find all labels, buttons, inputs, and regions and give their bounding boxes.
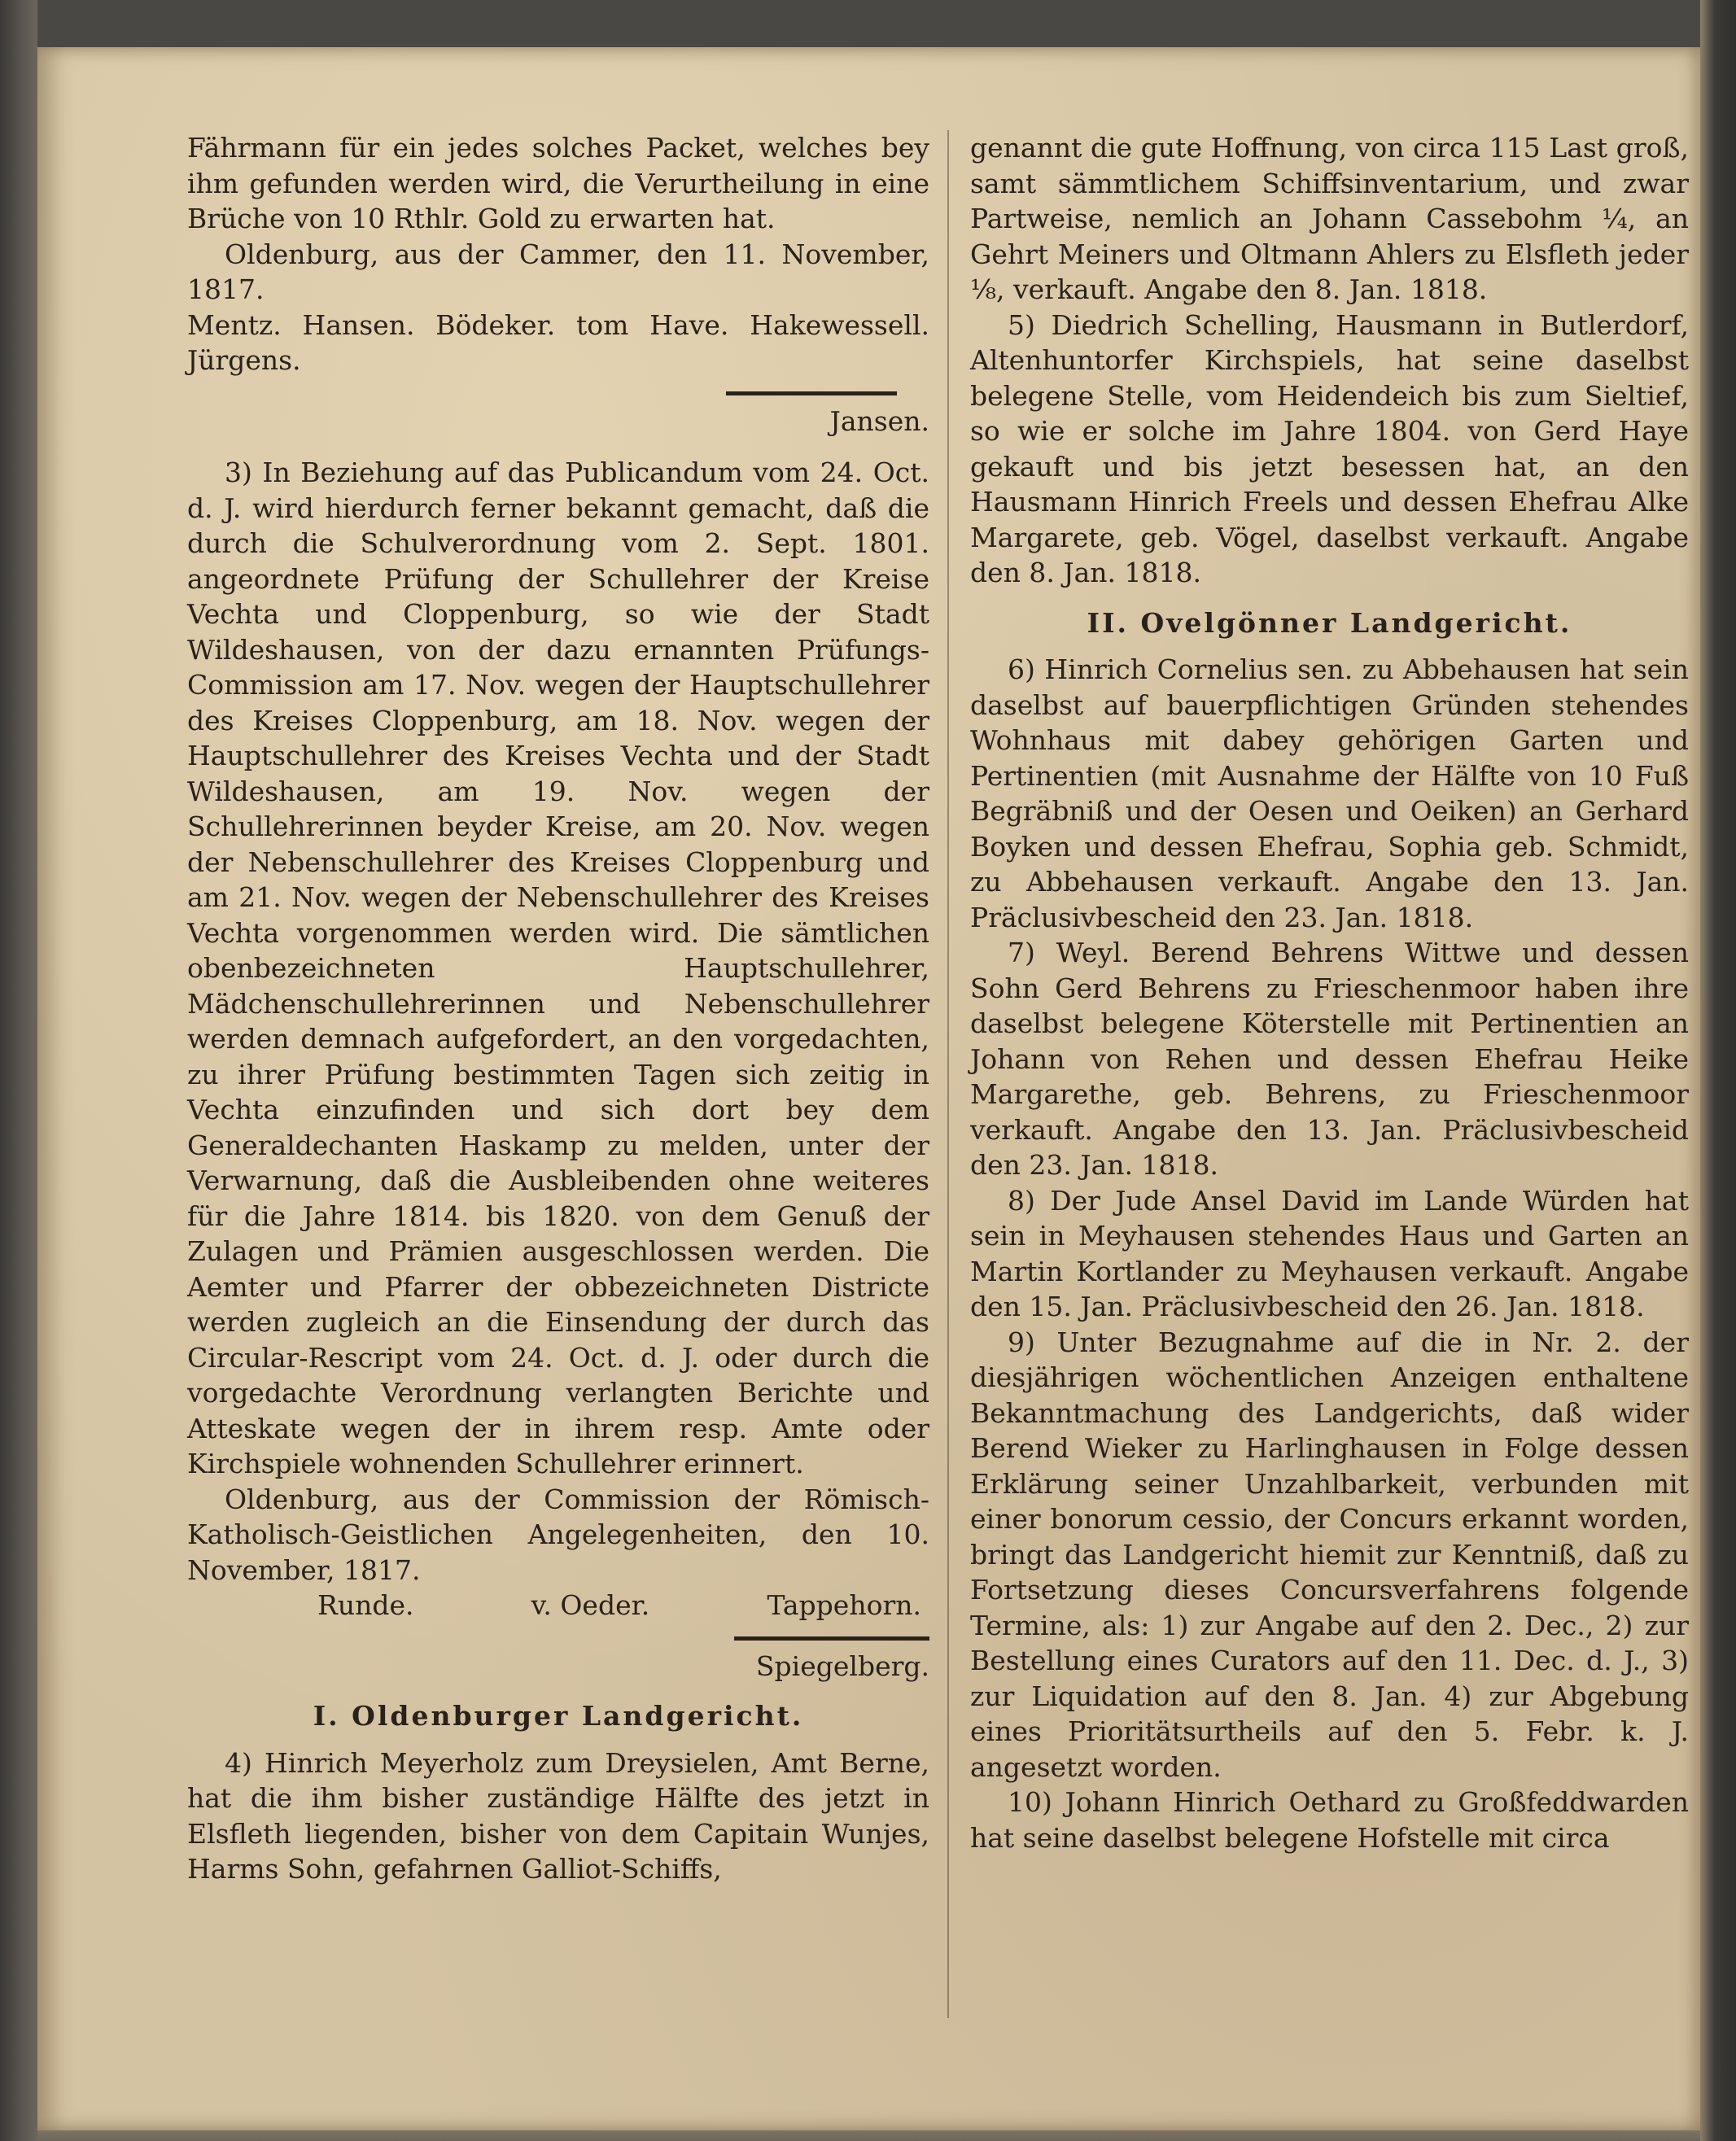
section-heading-ii: II. Ovelgönner Landgericht. [1087, 606, 1572, 639]
paragraph-3: 3) In Beziehung auf das Publicandum vom 24. Oct. d. J. wird hierdurch ferner bekannt gemacht, daß die durch die Schulverordnung vom 2. Sept. 1801. angeordnete Prüfung der Schullehrer der Kreise Vechta und Cloppenburg, so wie der Stadt Wildeshausen, von der dazu ernannten Prüfungs-Commission am 17. Nov. wegen der Hauptschullehrer des Kreises Cloppenburg, am 18. Nov. wegen der Hauptschullehrer des Kreises Vechta und der Stadt Wildeshausen, am 19. Nov. wegen der Schullehrerinnen beyder Kreise, am 20. Nov. wegen der Nebenschullehrer des Kreises Cloppenburg und am 21. Nov. wegen der Nebenschullehrer des Kreises Vechta vorgenommen werden wird. Die sämtlichen obenbezeichneten Hauptschullehrer, Mädchenschullehrerinnen und Nebenschullehrer werden demnach aufgefordert, an den vorgedachten, zu ihrer Prüfung bestimmten Tagen sich zeitig in Vechta einzufinden und sich dort bey dem Generaldechanten Haskamp zu melden, unter der Verwarnung, daß die Ausbleibenden ohne weiteres für die Jahre 1814. bis 1820. von dem Genuß der Zulagen und Prämien ausgeschlossen werden. Die Aemter und Pfarrer der obbezeichneten Districte werden zugleich an die Einsendung der durch das Circular-Rescript vom 24. Oct. d. J. oder durch die vorgedachte Verordnung verlangten Berichte und Atteskate wegen der in ihrem resp. Amte oder Kirchspiele wohnenden Schullehrer erinnert. [187, 457, 929, 1479]
book-spine-edge [0, 0, 37, 2141]
paragraph-7: 7) Weyl. Berend Behrens Wittwe und dessen Sohn Gerd Behrens zu Frieschenmoor haben ihre daselbst belegene Köterstelle mit Pertinentien an Johann von Rehen und dessen Ehefrau Heike Margarethe, geb. Behrens, zu Frieschenmoor verkauft. Angabe den 13. Jan. Präclusivbescheid den 23. Jan. 1818. [970, 937, 1689, 1181]
paragraph-9: 9) Unter Bezugnahme auf die in Nr. 2. der diesjährigen wöchentlichen Anzeigen enthaltene Bekanntmachung des Landgerichts, daß wider Berend Wieker zu Harlinghausen in Folge dessen Erklärung seiner Unzahlbarkeit, verbunden mit einer bonorum cessio, der Concurs erkannt worden, bringt das Landgericht hiemit zur Kenntniß, daß zu Fortsetzung dieses Concursverfahrens folgende Termine, als: 1) zur Angabe auf den 2. Dec., 2) zur Bestellung eines Curators auf den 11. Dec. d. J., 3) zur Liquidation auf den 8. Jan. 4) zur Abgebung eines Prioritätsurtheils auf den 5. Febr. k. J. angesetzt worden. [970, 1326, 1689, 1783]
signer-right: Jansen. [829, 404, 929, 437]
section-heading-i: I. Oldenburger Landgericht. [313, 1700, 804, 1732]
spacer [187, 439, 929, 455]
paragraph-5: 5) Diedrich Schelling, Hausmann in Butlerdorf, Altenhuntorfer Kirchspiels, hat seine daselbst belegene Stelle, vom Heidendeich bis zum Sieltief, so wie er solche im Jahre 1804. von Gerd Haye gekauft und bis jetzt besessen hat, an den Hausmann Hinrich Freels und dessen Ehefrau Alke Margarete, geb. Vögel, daselbst verkauft. Angabe den 8. Jan. 1818. [970, 308, 1689, 588]
right-column [970, 130, 1689, 1855]
paragraph-10: 10) Johann Hinrich Oethard zu Großfeddwarden hat seine daselbst belegene Hofstelle mit circa [970, 1786, 1689, 1854]
paragraph-4: 4) Hinrich Meyerholz zum Dreysielen, Amt Berne, hat die ihm bisher zuständige Hälfte des jetzt in Elsfleth liegenden, bisher von dem Capitain Wunjes, Harms Sohn, gefahrnen Galliot-Schiffs, [187, 1746, 929, 1885]
signature-runde: Runde. [317, 1589, 414, 1621]
date-line-2: Oldenburg, aus der Commission der Römisch-Katholisch-Geistlichen Angelegenheiten, den 10. November, 1817. [187, 1483, 929, 1586]
paragraph-8: 8) Der Jude Ansel David im Lande Würden hat sein in Meyhausen stehendes Haus und Garten an Martin Kortlander zu Meyhausen verkauft. Angabe den 15. Jan. Präclusivbescheid den 26. Jan. 1818. [970, 1184, 1689, 1322]
scan-background-edge [1700, 0, 1736, 2141]
signature-rule-2 [734, 1636, 929, 1641]
signature-row [187, 1588, 929, 1623]
left-column [187, 130, 929, 1887]
signature-tappehorn: Tappehorn. [767, 1589, 921, 1621]
signer-right-2: Spiegelberg. [755, 1649, 929, 1682]
paragraph-4-continued: genannt die gute Hoffnung, von circa 115 Last groß, samt sämmtlichem Schiffsinventarium, und zwar Partweise, nemlich an Johann Cassebohm ¼, an Gehrt Meiners und Oltmann Ahlers zu Elsfleth jeder ⅛, verkauft. Angabe den 8. Jan. 1818. [970, 132, 1689, 305]
column-divider [947, 130, 949, 2018]
date-line: Oldenburg, aus der Cammer, den 11. November, 1817. [187, 238, 929, 305]
signers-line: Mentz. Hansen. Bödeker. tom Have. Hakewessell. Jürgens. [187, 308, 929, 376]
paragraph-6: 6) Hinrich Cornelius sen. zu Abbehausen hat sein daselbst auf bauerpflichtigen Gründen stehendes Wohnhaus mit dabey gehörigen Garten und Pertinentien (mit Ausnahme der Hälfte von 10 Fuß Begräbniß und der Oesen und Oeiken) an Gerhard Boyken und dessen Ehefrau, Sophia geb. Schmidt, zu Abbehausen verkauft. Angabe den 13. Jan. Präclusivbescheid den 23. Jan. 1818. [970, 653, 1689, 933]
signature-oeder: v. Oeder. [531, 1589, 650, 1621]
signature-rule [726, 391, 897, 395]
paragraph-continued: Fährmann für ein jedes solches Packet, welches bey ihm gefunden werden wird, die Verurtheilung in eine Brüche von 10 Rthlr. Gold zu erwarten hat. [187, 132, 929, 234]
